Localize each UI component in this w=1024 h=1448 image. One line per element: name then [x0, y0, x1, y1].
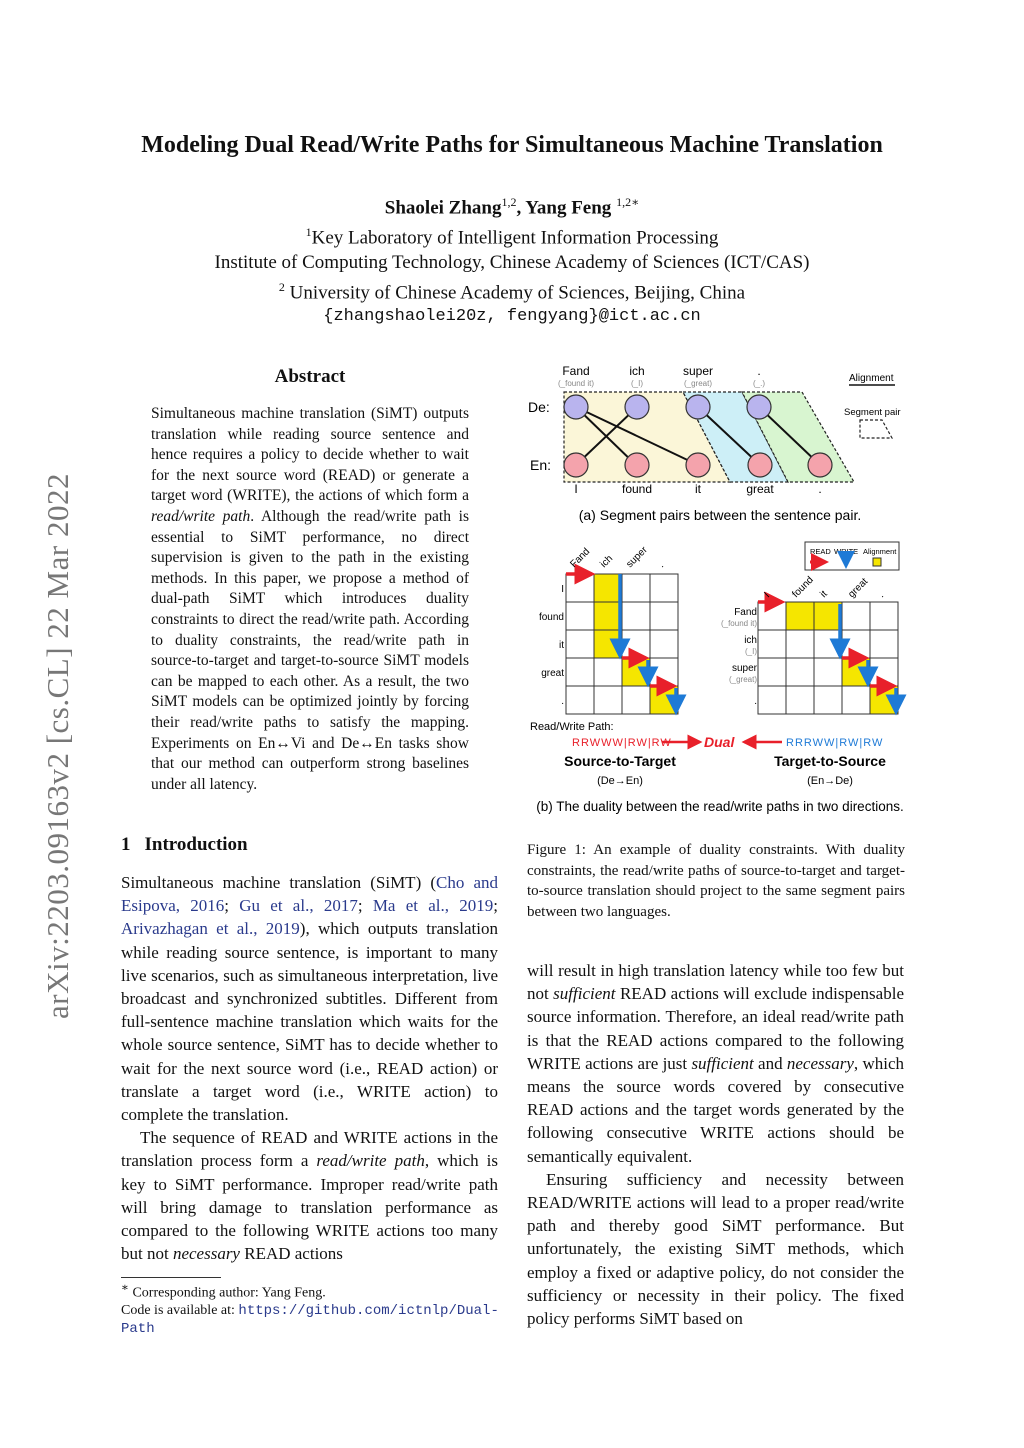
de-word: super [682, 364, 714, 378]
text: Simultaneous machine translation (SiMT) ( [121, 873, 436, 892]
em-text: sufficient [691, 1053, 754, 1073]
grid-row-label: super [731, 663, 757, 674]
left-column [121, 871, 498, 1265]
affiliation-1b: Institute of Computing Technology, Chinese Academy of Sciences (ICT/CAS) [214, 251, 810, 273]
intro-paragraph-1 [121, 871, 498, 1126]
grid-col-label: . [876, 590, 887, 601]
t2s-sub: (En→De) [807, 775, 853, 787]
abstract-body [151, 404, 469, 795]
de-word: . [757, 364, 761, 378]
code-label: Code is available at: [121, 1302, 239, 1318]
citation-link[interactable]: Ma et al., 2019 [372, 896, 494, 916]
code-url-link[interactable]: https://github.com/ictnlp/Dual-Path [121, 1302, 499, 1337]
citation-link[interactable]: Arivazhagan et al., 2019 [121, 919, 300, 939]
text: READ actions [239, 1244, 343, 1264]
de-word: ich [629, 364, 645, 378]
author-1-sup: 1,2 [501, 195, 517, 209]
node-great [748, 453, 772, 477]
grid-row-gloss: (_I) [745, 647, 757, 656]
t2s-title: Target-to-Source [774, 753, 886, 769]
node-i [564, 453, 588, 477]
right-paragraph-2: Ensuring sufficiency and necessity between READ/WRITE actions will lead to a proper read/write path and thereby good SiMT performance. But unfortunately, the existing SiMT methods, which employ a fixed or adaptive policy, do not consider the sufficiency or necessity in their policy. The fixed policy performs SiMT based on [527, 1169, 904, 1329]
legend-read: READ [810, 547, 831, 556]
grid-row-label: I [561, 584, 564, 595]
en-word: . [818, 482, 822, 496]
abstract-heading: Abstract [274, 366, 346, 387]
grid-row-label: Fand [734, 607, 757, 618]
citation-link[interactable]: Gu et al., 2017 [239, 896, 358, 916]
grid-row-label: great [541, 668, 564, 679]
de-word: Fand [562, 364, 590, 378]
grid-row-label: found [538, 612, 564, 623]
path-s2t: RRWWW|RW|RW [572, 737, 672, 749]
de-gloss: (_I) [631, 379, 643, 388]
grid-row-label: . [754, 696, 757, 707]
author-2-sup: 1,2∗ [616, 195, 640, 209]
text: ; [357, 896, 373, 916]
de-gloss: (_.) [753, 379, 765, 388]
author-block [0, 190, 1024, 329]
t2s-grid [721, 575, 898, 714]
arxiv-stamp: arXiv:2203.09163v2 [cs.CL] 22 Mar 2022 [40, 473, 75, 1019]
rw-path-label: Read/Write Path: [530, 721, 614, 733]
citation-link[interactable]: Cho and Esipova, 2016 [121, 873, 498, 916]
figure-caption: Figure 1: An example of duality constraints. With duality constraints, the read/write paths of source-to-target and target-to-source translation should project to the same segment pairs between two languages. [527, 842, 905, 920]
footnote [121, 1279, 501, 1338]
en-word: found [621, 482, 653, 496]
en-word: I [574, 482, 578, 496]
s2t-sub: (De→En) [597, 775, 643, 787]
grid-col-label: found [790, 574, 816, 601]
aff2-sup: 2 [278, 279, 285, 294]
grid-col-label: super [624, 544, 650, 571]
abstract-text-2: . Although the read/write path is essential to SiMT performance, no direct supervision is given to the path in the existing methods. In this paper, we propose a method of dual-path SiMT which introduces duality constraints to direct the read/write path. According to duality constraints, the read/write path in source-to-target and target-to-source SiMT models can be mapped to each other. As a result, the two SiMT models can be optimized jointly by forcing their read/write paths to satisfy the mapping. Experiments on En↔Vi and De↔En tasks show that our method can outperform strong baselines under all latency. [151, 507, 469, 793]
grid-col-label: great [846, 576, 871, 601]
text: , which is key to SiMT performance. Improper read/write path will bring damage to translation performance as compared to the following WRITE actions too many but not [121, 1151, 498, 1264]
text: will result in high translation latency while too few but not [527, 961, 904, 1004]
aff1-sup: 1 [305, 225, 312, 240]
en-word: great [746, 482, 774, 496]
em-text: necessary [786, 1053, 854, 1073]
caption-b: (b) The duality between the read/write paths in two directions. [536, 799, 904, 814]
s2t-grid [539, 544, 678, 714]
text: , which means the source words covered by consecutive READ actions and the target words generated by the following consecutive WRITE actions should be semantically equivalent. [527, 1053, 905, 1166]
de-gloss: (_great) [683, 379, 713, 388]
intro-paragraph-2 [121, 1126, 498, 1265]
text: and [753, 1053, 787, 1073]
grid-row-label: ich [744, 635, 757, 646]
text: ; [224, 896, 240, 916]
legend-segment: Segment pair [844, 407, 901, 418]
legend-align: Alignment [863, 547, 897, 556]
author-email: {zhangshaolei20z, fengyang}@ict.ac.cn [323, 306, 701, 326]
section-number: 1 [121, 834, 131, 855]
legend-write: WRITE [834, 547, 859, 556]
en-label: En: [530, 457, 552, 473]
text: ), which outputs translation while reading source sentence, is important to many live scenarios, such as simultaneous interpretation, live broadcast and synchronized subtitles. Different from full-sentence machine translation which waits for the whole source sentence, SiMT has to decide whether to wait for the next source word (i.e., READ action) or translate a target word (i.e., WRITE action) to complete the translation. [121, 919, 498, 1125]
grid-col-label: Fand [568, 546, 593, 571]
em-text: sufficient [553, 984, 616, 1004]
node-super [686, 395, 710, 419]
author-1: Shaolei Zhang [384, 197, 502, 219]
footnote-rule [121, 1277, 221, 1278]
affiliation-2: University of Chinese Academy of Sciences, Beijing, China [284, 281, 746, 303]
grid-col-label: ich [598, 553, 616, 571]
right-paragraph-1 [527, 959, 904, 1168]
de-gloss: (_found it) [557, 379, 595, 388]
grid-row-label: it [559, 640, 564, 651]
author-2: , Yang Feng [516, 197, 612, 219]
em-text: necessary [172, 1244, 240, 1264]
affiliation-1: Key Laboratory of Intelligent Information Processing [311, 227, 719, 249]
paper-title: Modeling Dual Read/Write Paths for Simultaneous Machine Translation [141, 132, 883, 158]
dual-label: Dual [704, 734, 735, 750]
node-found [625, 453, 649, 477]
grid-row-gloss: (_great) [728, 675, 757, 684]
path-t2s: RRRWW|RW|RW [786, 737, 884, 749]
abstract-em: read/write path [151, 507, 251, 525]
text: The sequence of READ and WRITE actions in the translation process form a [121, 1128, 498, 1171]
footnote-mark: ∗ [121, 1281, 129, 1294]
abstract-text-1: Simultaneous machine translation (SiMT) outputs translation while reading source sentence and hence requires a policy to decide whether to wait for the next source word (READ) or generate a target word (WRITE), the actions of which form a [151, 405, 469, 505]
grid-row-label: . [561, 696, 564, 707]
text: READ actions will exclude indispensable source information. Therefore, an ideal read/write path is that the READ actions compared to the following WRITE actions are just [527, 984, 904, 1073]
node-dot-en [808, 453, 832, 477]
legend-alignment: Alignment [849, 373, 894, 384]
section-title: Introduction [144, 834, 248, 855]
en-word: it [695, 482, 701, 496]
grid-col-label: I [762, 590, 773, 601]
grid-col-label: . [656, 560, 667, 571]
footnote-text: Corresponding author: Yang Feng. [128, 1285, 326, 1301]
em-text: read/write path [316, 1151, 425, 1171]
section-heading-intro [121, 834, 262, 856]
text: ; [493, 896, 498, 916]
figure-1 [520, 360, 920, 820]
caption-a: (a) Segment pairs between the sentence pair. [578, 507, 862, 523]
node-it [686, 453, 710, 477]
node-fand [564, 395, 588, 419]
grid-col-label: it [818, 588, 830, 601]
grid-row-gloss: (_found it) [720, 619, 757, 628]
s2t-title: Source-to-Target [564, 753, 676, 769]
de-label: De: [528, 399, 550, 415]
node-ich [625, 395, 649, 419]
right-column [527, 959, 904, 1330]
node-dot [747, 395, 771, 419]
